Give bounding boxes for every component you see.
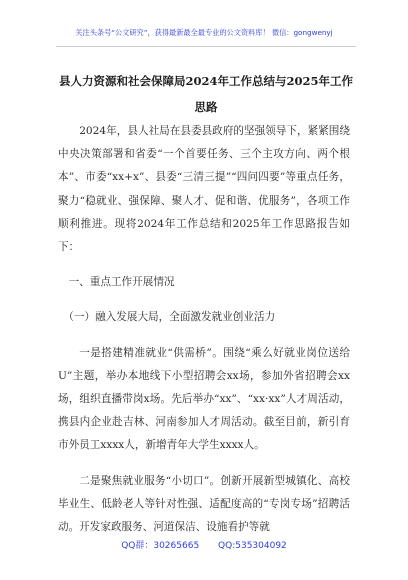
document-body — [58, 120, 350, 539]
footer-qq-group: QQ群：30265665 — [121, 541, 200, 551]
paragraph-1: 一是搭建精准就业“供需桥”。围绕“乘么好就业岗位送给U”主题，举办本地线下小型招聘会xx场，参加外省招聘会xx场，组织直播带岗x场。先后举办“xx”、“xx·xx”人才周活动，携县内企业赴吉林、河南参加人才周活动。截至目前，新引育市外员工xxxx人，新增青年大学生xxxx人。 — [58, 346, 350, 452]
footer-qq: QQ:535304092 — [218, 541, 287, 551]
footer-contact — [0, 538, 408, 551]
section-heading-1: 一、重点工作开展情况 — [68, 276, 175, 289]
header-divider — [56, 46, 356, 47]
document-title: 县人力资源和社会保障局2024年工作总结与2025年工作思路 — [58, 74, 353, 114]
header-banner: 关注头条号“公文研究”，获得最新最全最专业的公文资料库！ 微信：gongwenyj — [75, 28, 333, 37]
subsection-heading-1: （一）融入发展大局，全面激发就业创业活力 — [63, 311, 276, 324]
intro-paragraph: 2024年，县人社局在县委县政府的坚强领导下，紧紧围绕中央决策部署和省委“一个首要任务、三个主攻方向、两个根本”、市委“xx+x”、县委“三清三提”“四问四要”等重点任务，聚力“稳就业、强保障、聚人才、促和谐、优服务”，各项工作顺利推进。现将2024年工作总结和2025年工作思路报告如下： — [58, 125, 350, 254]
paragraph-2: 二是聚焦就业服务“小切口”。创新开展新型城镇化、高校毕业生、低龄老人等针对性强、适配度高的“专岗专场”招聘活动。开发家政服务、河道保洁、设施看护等就 — [58, 474, 350, 534]
